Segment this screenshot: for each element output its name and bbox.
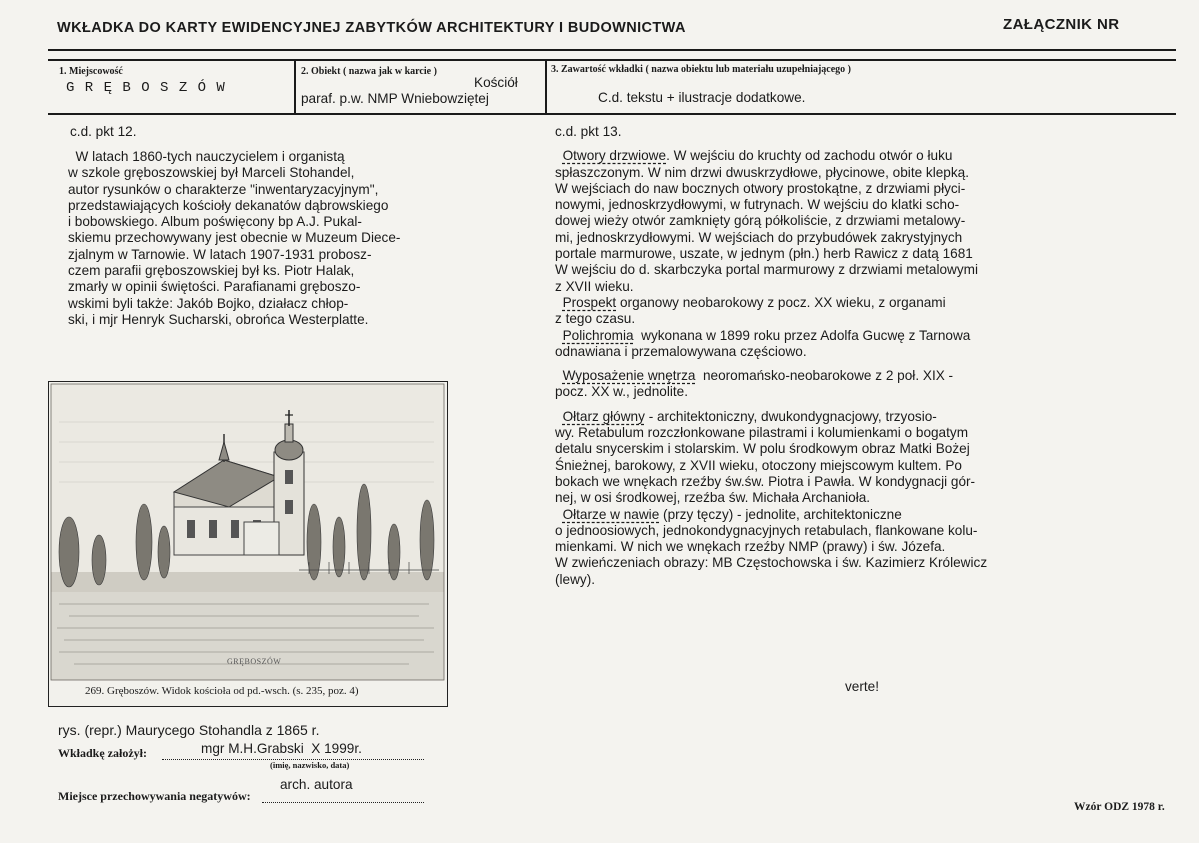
fields-bottom-rule	[48, 113, 1176, 115]
object-value-line2: paraf. p.w. NMP Wniebowziętej	[301, 91, 489, 106]
left-line: w szkole gręboszowskiej był Marceli Stohandel,	[68, 165, 355, 181]
left-line: autor rysunków o charakterze "inwentaryzacyjnym",	[68, 181, 379, 197]
left-line: i bobowskiego. Album poświęcony bp A.J. Pukal-	[68, 214, 362, 230]
doors-line: mi, jednoskrzydłowymi. W wejściach do przybudówek zakrystyjnych	[555, 229, 963, 245]
doors-line: z XVII wieku.	[555, 278, 634, 294]
content-value: C.d. tekstu + ilustracje dodatkowe.	[598, 90, 806, 105]
main-altar-line: wy. Retabulum rozczłonkowane pilastrami i kolumienkami o bogatym	[555, 425, 969, 441]
left-line: ski, i mjr Henryk Sucharski, obrońca Westerplatte.	[68, 311, 369, 327]
nave-altars-line: (lewy).	[555, 571, 596, 587]
main-altar-line: bokach we wnękach rzeźby św.św. Piotra i Pawła. W kondygnacji gór-	[555, 473, 976, 489]
organ-term: Prospekt	[562, 294, 617, 310]
content-label: 3. Zawartość wkładki ( nazwa obiektu lub materiału uzupełniającego )	[551, 64, 852, 75]
figure-credit: rys. (repr.) Maurycego Stohandla z 1865 r.	[58, 722, 320, 738]
form-number: Wzór ODZ 1978 r.	[1074, 801, 1165, 813]
nave-altars-line: mienkami. W nich we wnękach rzeźby NMP (prawy) i św. Józefa.	[555, 539, 946, 555]
figure-caption: 269. Gręboszów. Widok kościoła od pd.-wsch. (s. 235, poz. 4)	[85, 685, 359, 697]
doors-line: nowymi, jednoskrzydłowymi, w futrynach. W wejściu do klatki scho-	[555, 197, 960, 213]
doors-line: portale marmurowe, uszate, w jednym (płn.) herb Rawicz z datą 1681	[555, 246, 973, 262]
left-line: zmarły w opinii świętości. Parafianami gręboszo-	[68, 279, 361, 295]
left-line: czem parafii gręboszowskiej był ks. Piotr Halak,	[68, 263, 355, 279]
object-label: 2. Obiekt ( nazwa jak w karcie )	[301, 66, 437, 77]
author-label: Wkładkę założył:	[58, 746, 147, 760]
main-altar-paragraph-first-line: Ołtarz główny - architektoniczny, dwukondygnacjowy, trzyosio-	[562, 408, 937, 424]
main-altar-line: Śnieżnej, barokowy, z XVII wieku, otoczony miejscowym kultem. Po	[555, 457, 962, 473]
polychromy-paragraph-first-line: Polichromia wykonana w 1899 roku przez Adolfa Gucwę z Tarnowa	[562, 327, 971, 343]
left-heading: c.d. pkt 12.	[70, 124, 137, 139]
right-body	[555, 124, 987, 588]
furnishings-term: Wyposażenie wnętrza	[562, 368, 696, 384]
left-line: przedstawiających kościoły dekanatów dąbrowskiego	[68, 197, 389, 213]
author-value: mgr M.H.Grabski X 1999r.	[201, 741, 362, 756]
organ-paragraph-first-line: Prospekt organowy neobarokowy z pocz. XX wieku, z organami	[562, 294, 946, 310]
church-illustration-frame	[48, 381, 448, 707]
storage-label: Miejsce przechowywania negatywów:	[58, 789, 251, 803]
locality-value: G R Ę B O S Z Ó W	[66, 80, 226, 96]
doors-line: W wejściu do d. skarbczyka portal marmurowy z drzwiami metalowymi	[555, 262, 979, 278]
doors-line: W wejściach do naw bocznych otwory prostokątne, z drzwiami płyci-	[555, 180, 966, 196]
left-line: W latach 1860-tych nauczycielem i organistą	[68, 149, 345, 164]
author-hint: (imię, nazwisko, data)	[270, 760, 350, 770]
polychromy-term: Polichromia	[562, 327, 634, 343]
left-line: wskimi byli także: Jakób Bojko, działacz chłop-	[68, 295, 349, 311]
object-value-line1: Kościół	[474, 75, 518, 90]
left-line: zjalnym w Tarnowie. W latach 1907-1931 probosz-	[68, 246, 372, 262]
header-rule	[48, 49, 1176, 51]
field-divider-2	[545, 59, 547, 114]
main-altar-line: nej, w osi środkowej, rzeźba św. Michała Archanioła.	[555, 490, 871, 506]
field-divider-1	[294, 59, 296, 114]
furnishings-line: pocz. XX w., jednolite.	[555, 384, 688, 400]
nave-altars-line: W zwieńczeniach obrazy: MB Częstochowska i św. Kazimierz Królewicz	[555, 555, 988, 571]
form-title: WKŁADKA DO KARTY EWIDENCYJNEJ ZABYTKÓW ARCHITEKTURY I BUDOWNICTWA	[57, 20, 686, 36]
attachment-number-label: ZAŁĄCZNIK NR	[1003, 16, 1120, 33]
nave-altars-paragraph-first-line: Ołtarze w nawie (przy tęczy) - jednolite, architektoniczne	[562, 506, 902, 522]
verte-note: verte!	[845, 679, 879, 694]
drawing-sign-text: GRĘBOSZÓW	[227, 657, 282, 666]
fields-top-rule	[48, 59, 1176, 61]
left-body	[68, 149, 400, 328]
right-heading: c.d. pkt 13.	[555, 124, 622, 139]
polychromy-line: odnawiana i przemalowywana częściowo.	[555, 343, 807, 359]
left-line: skiemu przechowywany jest obecnie w Muzeum Diece-	[68, 230, 401, 246]
doors-term: Otwory drzwiowe	[562, 148, 667, 164]
locality-label: 1. Miejscowość	[59, 66, 123, 77]
doors-line: dowej wieży otwór zamknięty górą półkoliście, z drzwiami metalowy-	[555, 213, 966, 229]
organ-line: z tego czasu.	[555, 311, 636, 327]
doors-line: spłaszczonym. W nim drzwi dwuskrzydłowe, płycinowe, obite klepką.	[555, 164, 969, 180]
nave-altars-term: Ołtarze w nawie	[562, 506, 660, 522]
doors-paragraph-first-line: Otwory drzwiowe. W wejściu do kruchty od zachodu otwór o łuku	[562, 148, 953, 164]
main-altar-term: Ołtarz główny	[562, 408, 645, 424]
nave-altars-line: o jednoosiowych, jednokondygnacyjnych retabulach, flankowane kolu-	[555, 522, 978, 538]
main-altar-line: detalu snycerskim i stolarskim. W polu środkowym obraz Matki Bożej	[555, 441, 970, 457]
storage-value: arch. autora	[280, 777, 353, 792]
furnishings-paragraph-first-line: Wyposażenie wnętrza neoromańsko-neobarokowe z 2 poł. XIX -	[562, 368, 954, 384]
